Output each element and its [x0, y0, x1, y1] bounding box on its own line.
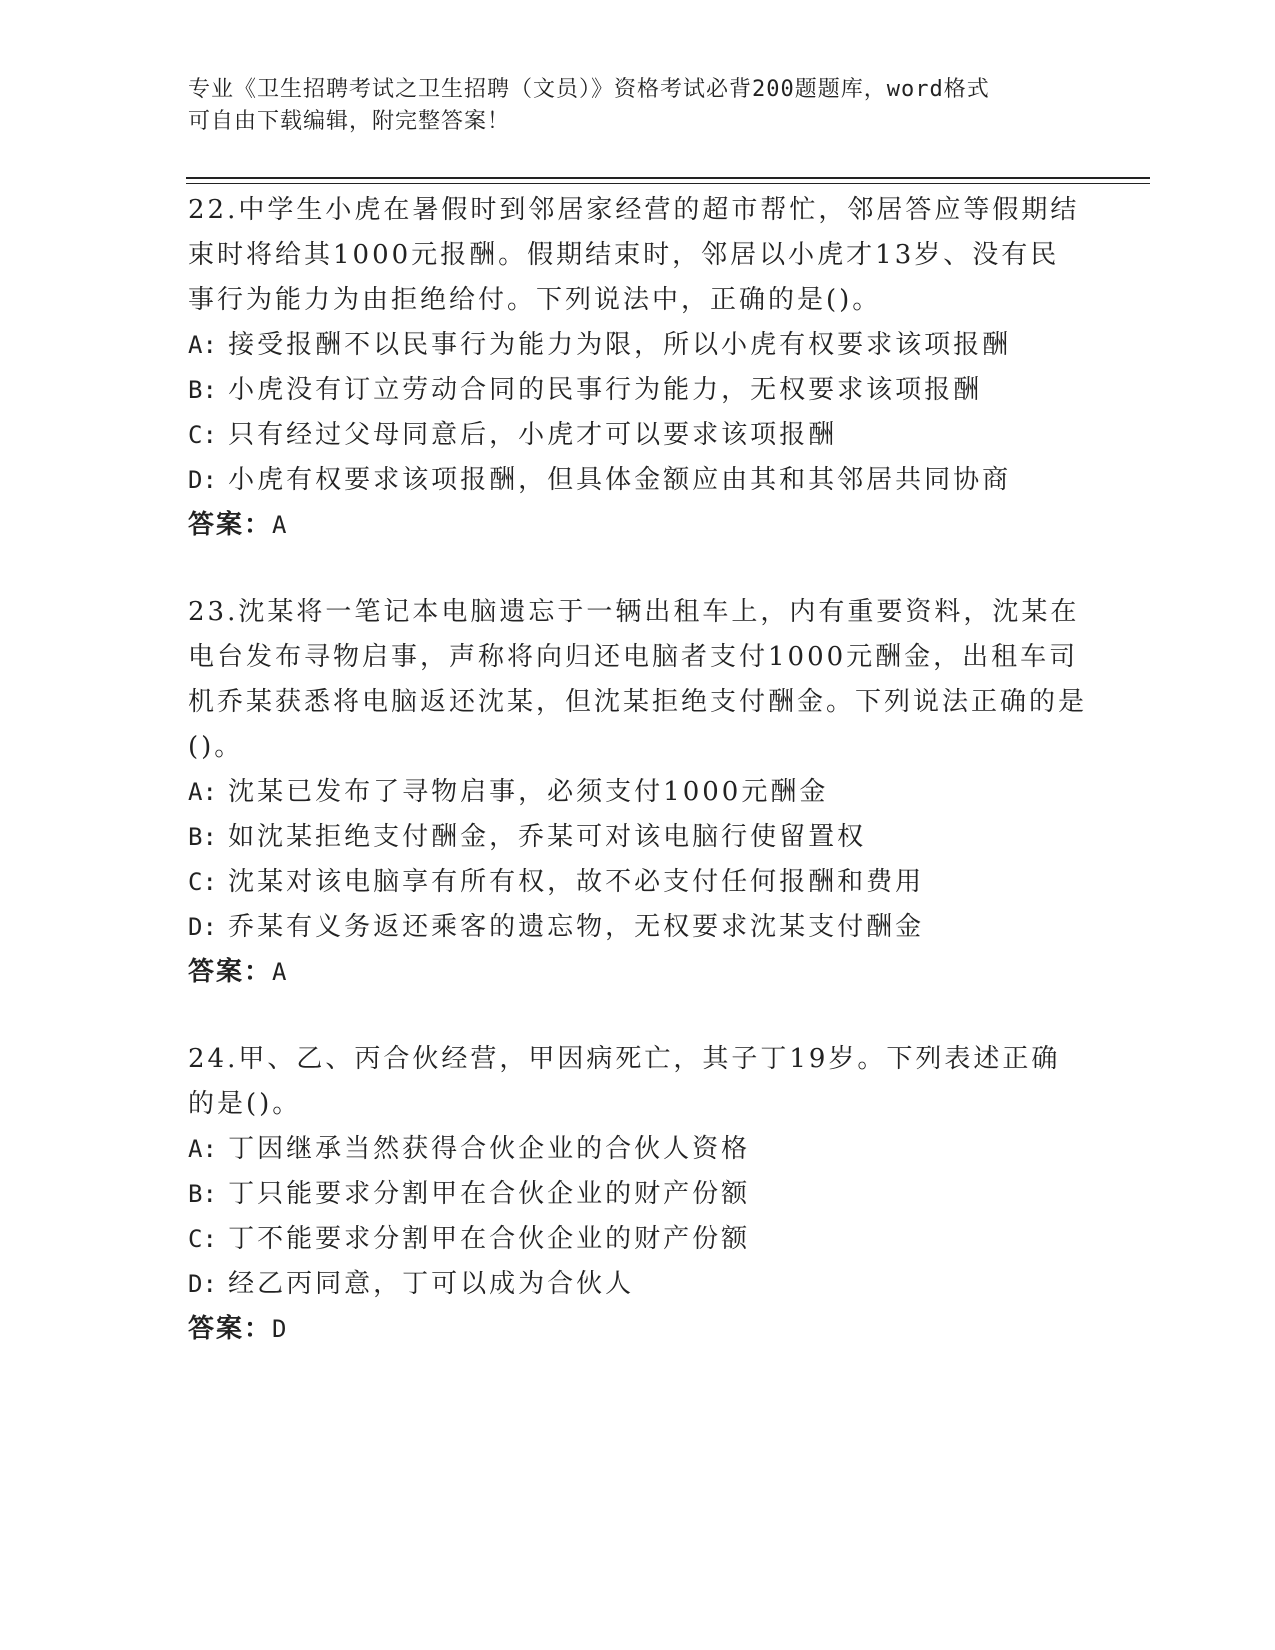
option-text: 丁不能要求分割甲在合伙企业的财产份额	[228, 1224, 751, 1254]
answer-value: D	[272, 1315, 289, 1343]
option-d	[188, 1262, 1088, 1307]
option-key: A:	[188, 778, 217, 806]
answer-label: 答案：	[188, 510, 273, 540]
option-key: D:	[188, 1270, 217, 1298]
option-a	[188, 323, 1088, 368]
option-b	[188, 815, 1088, 860]
answer-label: 答案：	[188, 1314, 273, 1344]
option-d	[188, 458, 1088, 503]
option-key: A:	[188, 1135, 217, 1163]
header-rule-thin	[186, 183, 1150, 184]
header-line-1: 专业《卫生招聘考试之卫生招聘（文员）》资格考试必背200题题库，word格式	[188, 77, 990, 102]
option-key: C:	[188, 868, 217, 896]
option-text: 沈某已发布了寻物启事，必须支付1000元酬金	[228, 777, 829, 807]
option-a	[188, 770, 1088, 815]
question-23	[188, 590, 1088, 995]
option-key: C:	[188, 421, 217, 449]
answer	[188, 950, 1088, 995]
option-text: 如沈某拒绝支付酬金，乔某可对该电脑行使留置权	[228, 822, 867, 852]
option-text: 经乙丙同意，丁可以成为合伙人	[228, 1269, 635, 1299]
option-c	[188, 860, 1088, 905]
option-c	[188, 413, 1088, 458]
option-key: B:	[188, 1180, 217, 1208]
option-key: C:	[188, 1225, 217, 1253]
question-stem: 24.甲、乙、丙合伙经营，甲因病死亡，其子丁19岁。下列表述正确的是()。	[188, 1044, 1061, 1119]
option-text: 沈某对该电脑享有所有权，故不必支付任何报酬和费用	[228, 867, 925, 897]
option-c	[188, 1217, 1088, 1262]
option-key: A:	[188, 331, 217, 359]
option-text: 小虎没有订立劳动合同的民事行为能力，无权要求该项报酬	[228, 375, 983, 405]
option-b	[188, 1172, 1088, 1217]
question-list	[188, 188, 1088, 1394]
question-24	[188, 1037, 1088, 1352]
option-text: 丁只能要求分割甲在合伙企业的财产份额	[228, 1179, 751, 1209]
option-text: 小虎有权要求该项报酬，但具体金额应由其和其邻居共同协商	[228, 465, 1012, 495]
option-text: 乔某有义务返还乘客的遗忘物，无权要求沈某支付酬金	[228, 912, 925, 942]
option-b	[188, 368, 1088, 413]
document-header	[188, 74, 1068, 138]
question-22	[188, 188, 1088, 548]
answer	[188, 503, 1088, 548]
answer-label: 答案：	[188, 957, 273, 987]
option-d	[188, 905, 1088, 950]
option-key: B:	[188, 376, 217, 404]
answer	[188, 1307, 1088, 1352]
header-line-2: 可自由下载编辑，附完整答案！	[188, 109, 511, 134]
answer-value: A	[272, 511, 289, 539]
option-a	[188, 1127, 1088, 1172]
option-text: 接受报酬不以民事行为能力为限，所以小虎有权要求该项报酬	[228, 330, 1012, 360]
option-key: B:	[188, 823, 217, 851]
answer-value: A	[272, 958, 289, 986]
option-text: 丁因继承当然获得合伙企业的合伙人资格	[228, 1134, 751, 1164]
question-stem: 22.中学生小虎在暑假时到邻居家经营的超市帮忙，邻居答应等假期结束时将给其1000元报酬。假期结束时，邻居以小虎才13岁、没有民事行为能力为由拒绝给付。下列说法中，正确的是()。	[188, 195, 1080, 315]
option-key: D:	[188, 913, 217, 941]
question-stem: 23.沈某将一笔记本电脑遗忘于一辆出租车上，内有重要资料，沈某在电台发布寻物启事，声称将向归还电脑者支付1000元酬金，出租车司机乔某获悉将电脑返还沈某，但沈某拒绝支付酬金。下列说法正确的是()。	[188, 597, 1088, 762]
option-text: 只有经过父母同意后，小虎才可以要求该项报酬	[228, 420, 838, 450]
header-rule-thick	[186, 177, 1150, 179]
option-key: D:	[188, 466, 217, 494]
